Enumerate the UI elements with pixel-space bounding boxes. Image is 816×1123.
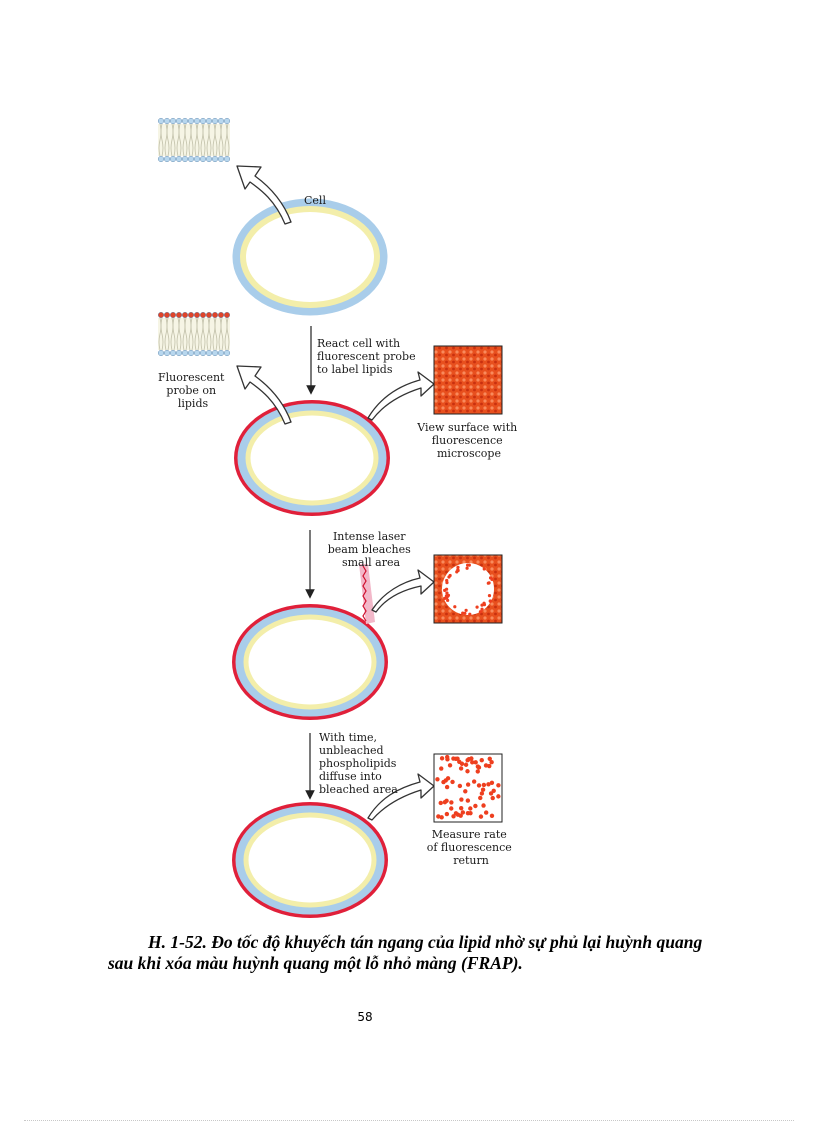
micro-uniform — [434, 346, 502, 414]
cell-recovered — [234, 804, 386, 916]
label-view: View surface with fluorescence microscope — [417, 421, 518, 460]
figure-caption: H. 1-52. Đo tốc độ khuyếch tán ngang của lipid nhờ sự phủ lại huỳnh quang sau khi xóa màu huỳnh quang một lỗ nhỏ màng (FRAP). — [108, 932, 703, 973]
label-laser: Intense laser beam bleaches small area — [327, 530, 411, 569]
label-time: With time, unbleached phospholipids diffuse into bleached area — [319, 731, 398, 796]
lipid-bilayer-labeled — [158, 312, 230, 356]
micro-recovery — [434, 754, 502, 822]
micro-bleached — [434, 555, 502, 623]
laser-beam — [359, 564, 375, 624]
curved-arrow-icon — [368, 372, 434, 420]
page-number: 58 — [357, 1010, 373, 1024]
label-measure: Measure rate of fluorescence return — [426, 828, 512, 867]
footer-divider — [24, 1120, 794, 1121]
lipid-bilayer-unlabeled — [158, 118, 230, 162]
curved-arrow-icon — [372, 570, 434, 612]
cell-bleached — [234, 606, 386, 718]
label-probe: Fluorescent probe on lipids — [158, 371, 225, 410]
label-cell: Cell — [304, 194, 326, 207]
label-react: React cell with fluorescent probe to label lipids — [317, 337, 416, 376]
cell-labeled — [236, 402, 388, 514]
cell-unlabeled — [238, 204, 382, 310]
